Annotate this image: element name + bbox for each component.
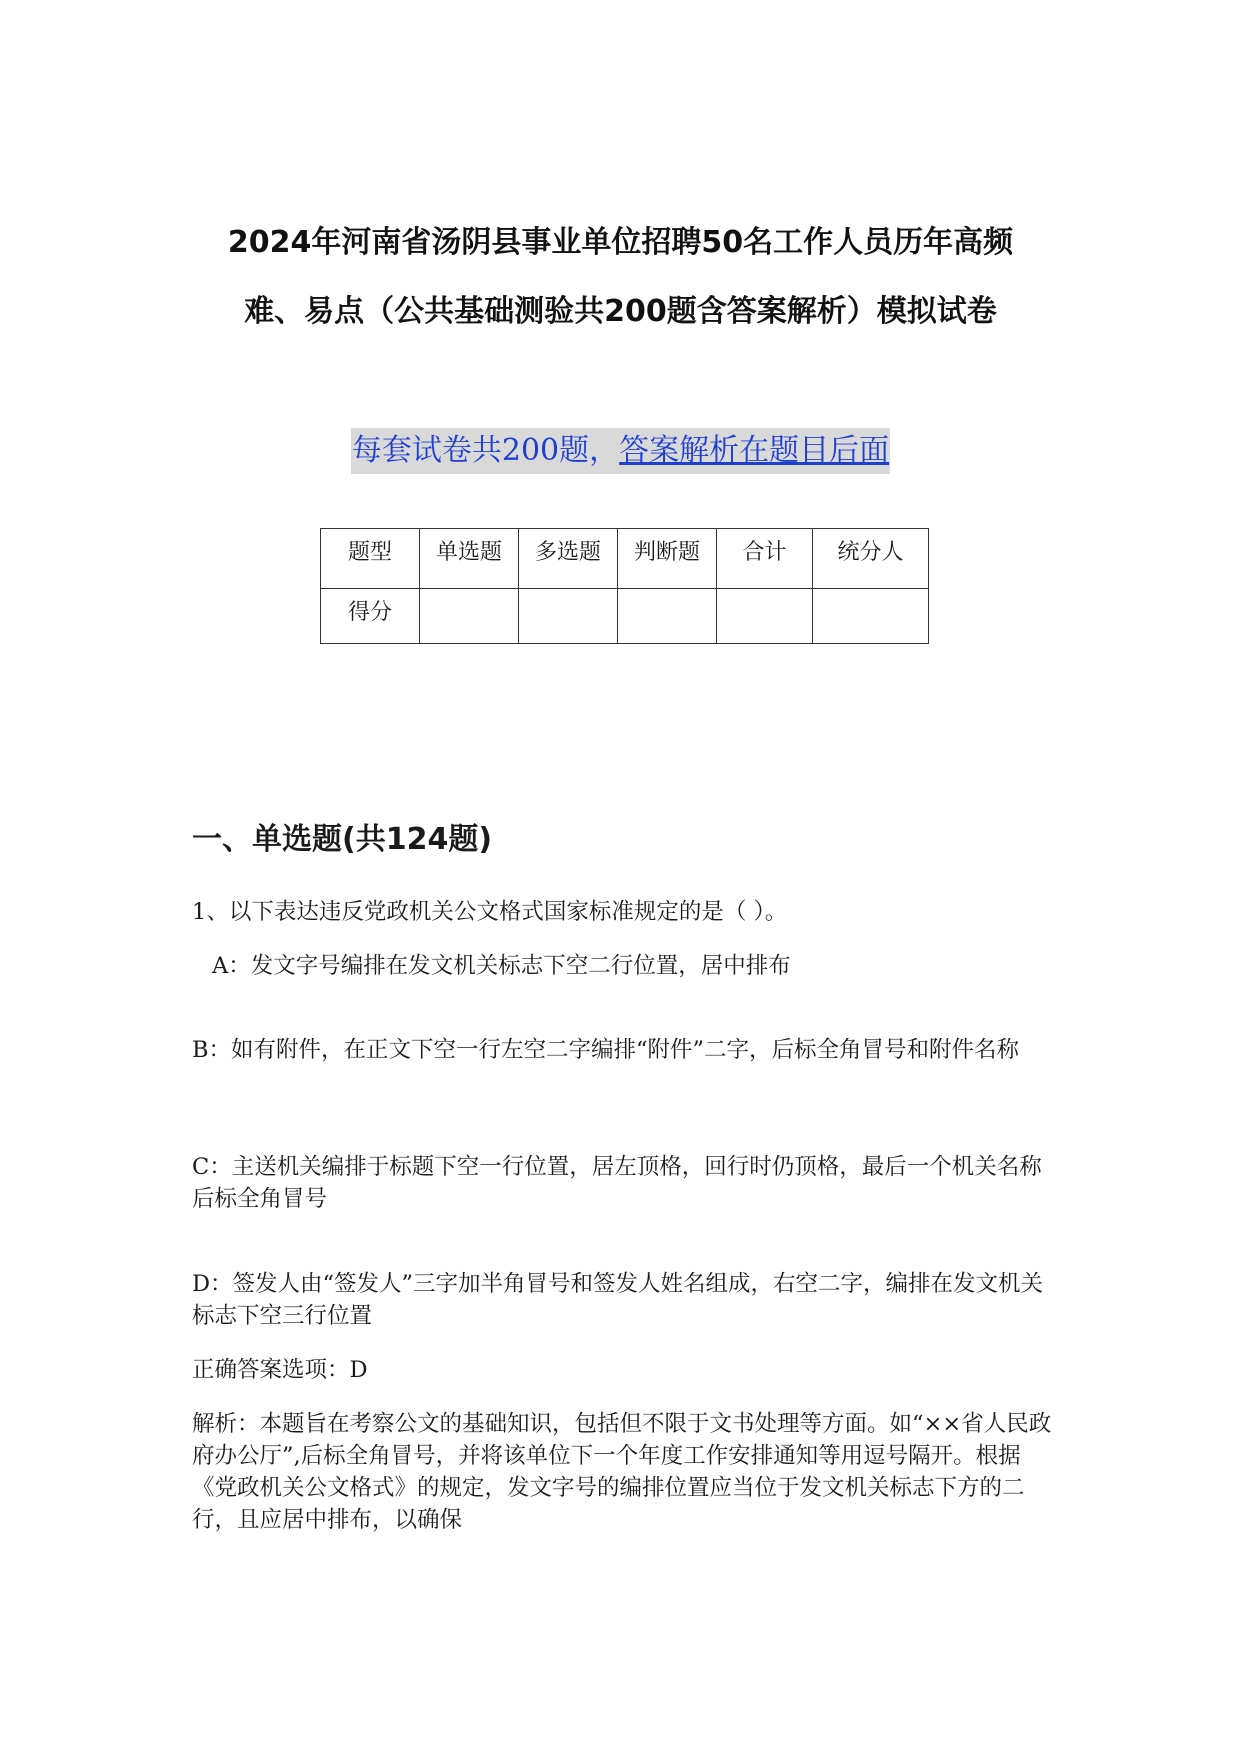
banner-text: 每套试卷共200题， (351, 433, 620, 468)
banner (0, 428, 1241, 474)
header-cell-total: 合计 (717, 529, 813, 589)
option-a: A：发文字号编排在发文机关标志下空二行位置，居中排布 (212, 953, 791, 979)
score-table-header-row (321, 529, 929, 589)
header-cell-type: 题型 (321, 529, 420, 589)
title-line-2: 难、易点（公共基础测验共200题含答案解析）模拟试卷 (244, 294, 997, 329)
answer-analysis: 解析：本题旨在考察公文的基础知识，包括但不限于文书处理等方面。如“××省人民政府办公厅”,后标全角冒号，并将该单位下一个年度工作安排通知等用逗号隔开。根据《党政机关公文格式》的规定，发文字号的编排位置应当位于发文机关标志下方的二行，且应居中排布，以确保 (192, 1411, 1052, 1533)
header-cell-scorer: 统分人 (813, 529, 929, 589)
score-table (320, 528, 929, 644)
answer-link[interactable]: 答案解析在题目后面 (619, 433, 890, 468)
banner-highlight (351, 428, 890, 474)
score-row-label: 得分 (321, 589, 420, 644)
option-c: C：主送机关编排于标题下空一行位置，居左顶格，回行时仍顶格，最后一个机关名称后标全角冒号 (192, 1154, 1042, 1212)
score-cell-judge[interactable] (618, 589, 717, 644)
header-cell-multi: 多选题 (519, 529, 618, 589)
score-cell-scorer[interactable] (813, 589, 929, 644)
header-cell-single: 单选题 (420, 529, 519, 589)
option-b: B：如有附件，在正文下空一行左空二字编排“附件”二字，后标全角冒号和附件名称 (192, 1037, 1020, 1063)
score-table-score-row (321, 589, 929, 644)
question-stem: 1、以下表达违反党政机关公文格式国家标准规定的是（ ）。 (192, 899, 788, 925)
score-cell-multi[interactable] (519, 589, 618, 644)
document-title (150, 208, 1091, 346)
option-d: D：签发人由“签发人”三字加半角冒号和签发人姓名组成，右空二字，编排在发文机关标志下空三行位置 (192, 1271, 1044, 1329)
score-cell-single[interactable] (420, 589, 519, 644)
score-cell-total[interactable] (717, 589, 813, 644)
section-heading: 一、单选题(共124题) (192, 822, 493, 857)
header-cell-judge: 判断题 (618, 529, 717, 589)
title-line-1: 2024年河南省汤阴县事业单位招聘50名工作人员历年高频 (227, 225, 1014, 260)
correct-answer: 正确答案选项：D (192, 1357, 368, 1383)
